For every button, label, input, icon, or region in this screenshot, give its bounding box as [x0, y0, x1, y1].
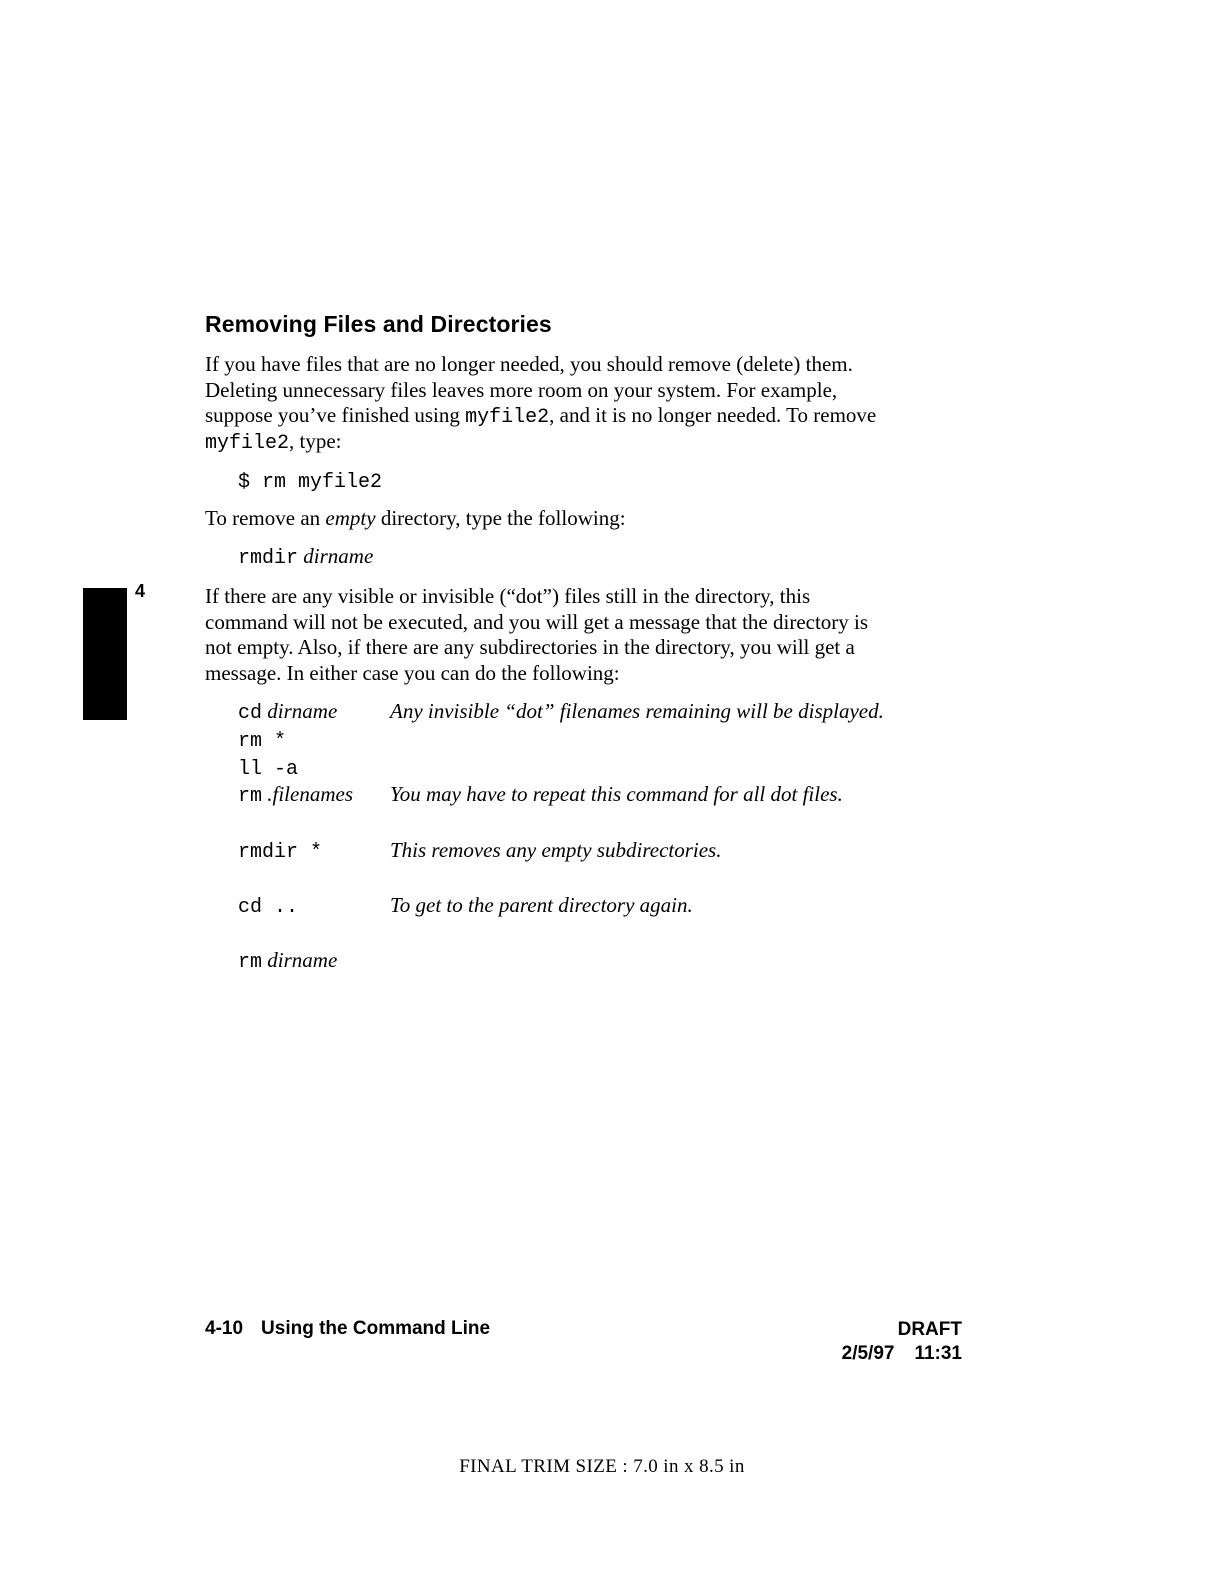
page-footer-right [842, 1318, 962, 1366]
command-note: This removes any empty subdirectories. [390, 838, 722, 862]
rmdir-example-cmd: rmdir [238, 547, 299, 570]
command-arg: dirname [267, 948, 338, 972]
dotfiles-line-3: not empty. Also, if there are any subdirectories in the directory, you will get a [205, 635, 855, 660]
intro-line-3-text: suppose you’ve finished using [205, 403, 466, 428]
command-arg: dirname [267, 699, 338, 723]
intro-line-1: If you have files that are no longer needed, you should remove (delete) them. [205, 352, 853, 376]
empty-dir-emphasis: empty [325, 506, 376, 530]
command-row-rmdir-star [238, 838, 322, 864]
dotfiles-line-4: message. In either case you can do the following: [205, 660, 620, 685]
command-note: To get to the parent directory again. [390, 893, 693, 917]
chapter-title: Using the Command Line [261, 1318, 491, 1339]
draft-date: 2/5/97 [841, 1343, 895, 1364]
chapter-tab-number: 4 [135, 581, 146, 601]
section-heading: Removing Files and Directories [205, 311, 552, 337]
rmdir-example [238, 544, 373, 570]
chapter-tab-bar [83, 588, 127, 720]
intro-line-4-tail: , type: [289, 428, 342, 453]
empty-dir-text-a: To remove an [205, 506, 326, 530]
command-row-rm-dirname [238, 948, 337, 974]
command-text: ll -a [238, 758, 299, 781]
intro-line-3-tail: , and it is no longer needed. To remove [549, 403, 877, 428]
rmdir-example-arg: dirname [303, 544, 374, 568]
command-row-ll-a [238, 755, 298, 781]
command-text: rm * [238, 730, 287, 753]
page-number: 4-10 [205, 1318, 244, 1339]
command-note: You may have to repeat this command for all dot files. [390, 782, 843, 806]
draft-timestamp [842, 1342, 962, 1366]
intro-line-3 [205, 403, 975, 429]
command-text: cd [238, 702, 263, 725]
rm-example-code: $ rm myfile2 [238, 471, 383, 494]
page-footer-left [205, 1318, 490, 1340]
dotfiles-paragraph [205, 584, 975, 686]
command-text: cd .. [238, 896, 299, 919]
command-row-rm-star [238, 727, 286, 753]
filename-code: myfile2 [465, 406, 550, 430]
command-row-cd-dirname [238, 699, 337, 725]
dotfiles-line-1: If there are any visible or invisible (“dot”) files still in the directory, this [205, 584, 811, 608]
command-row-cd-parent [238, 893, 298, 919]
empty-dir-line [205, 506, 975, 532]
draft-time: 11:31 [914, 1343, 962, 1364]
command-note: Any invisible “dot” filenames remaining will be displayed. [390, 699, 884, 723]
dotfiles-line-2: command will not be executed, and you will get a message that the directory is [205, 609, 869, 634]
intro-line-4 [205, 429, 975, 455]
draft-label: DRAFT [897, 1319, 962, 1340]
empty-dir-text-b: directory, type the following: [375, 506, 626, 530]
command-arg: .filenames [267, 782, 353, 806]
command-text: rm [238, 785, 263, 808]
filename-code: myfile2 [205, 431, 290, 455]
command-row-rm-filenames [238, 782, 353, 808]
trim-size-note: FINAL TRIM SIZE : 7.0 in x 8.5 in [459, 1456, 745, 1477]
intro-line-2: Deleting unnecessary files leaves more room on your system. For example, [205, 377, 838, 402]
intro-paragraph [205, 352, 975, 454]
empty-dir-paragraph [205, 506, 975, 532]
command-text: rmdir * [238, 841, 323, 864]
command-text: rm [238, 951, 263, 974]
rm-example [238, 468, 382, 494]
